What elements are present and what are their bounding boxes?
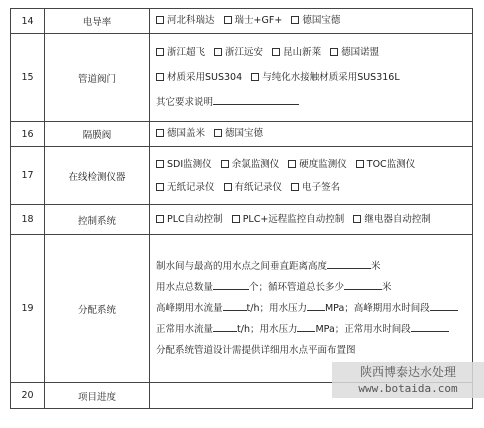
checkbox-icon[interactable] bbox=[156, 48, 164, 56]
row-name: 项目进度 bbox=[45, 383, 150, 409]
checkbox-icon[interactable] bbox=[224, 183, 232, 191]
points-count-field[interactable] bbox=[213, 280, 249, 290]
checkbox-icon[interactable] bbox=[221, 160, 229, 168]
checkbox-icon[interactable] bbox=[353, 215, 361, 223]
table-row bbox=[11, 9, 473, 34]
table-row bbox=[11, 205, 473, 235]
requirements-table bbox=[10, 8, 473, 409]
row-name: 在线检测仪器 bbox=[45, 147, 150, 205]
checkbox-icon[interactable] bbox=[156, 129, 164, 137]
checkbox-icon[interactable] bbox=[232, 215, 240, 223]
checkbox-icon[interactable] bbox=[330, 48, 338, 56]
options-cell: 制水间与最高的用水点之间垂直距离高度 米 用水点总数量 个；循环管道总长多少 米 高峰期用水流量 t/h；用水压力 MPa；高峰期用水时间段 正常用水流量 t/h；用水压力 MPa；正常用水时间段 分配系统管道设计需提供详细用水点平面布置图 bbox=[150, 235, 473, 383]
option[interactable]: 德国宝德 bbox=[214, 128, 263, 139]
checkbox-icon[interactable] bbox=[156, 16, 164, 24]
row-number: 19 bbox=[11, 235, 45, 383]
checkbox-icon[interactable] bbox=[214, 48, 222, 56]
checkbox-icon[interactable] bbox=[224, 16, 232, 24]
option[interactable]: 余氯监测仪 bbox=[221, 159, 280, 170]
row-number: 18 bbox=[11, 205, 45, 235]
option[interactable]: 河北科瑞达 bbox=[156, 15, 215, 26]
options-cell bbox=[150, 147, 473, 205]
option[interactable]: 继电器自动控制 bbox=[353, 214, 431, 225]
option[interactable]: 瑞士+GF+ bbox=[224, 15, 283, 26]
peak-flow-field[interactable] bbox=[223, 301, 247, 311]
option[interactable]: 无纸记录仪 bbox=[156, 182, 215, 193]
options-cell bbox=[150, 205, 473, 235]
row-name: 隔膜阀 bbox=[45, 122, 150, 147]
option[interactable]: 浙江超飞 bbox=[156, 47, 205, 58]
checkbox-icon[interactable] bbox=[291, 16, 299, 24]
watermark-url: www.botaida.com bbox=[358, 382, 458, 395]
options-cell bbox=[150, 34, 473, 122]
option[interactable]: 德国宝德 bbox=[291, 15, 340, 26]
option[interactable]: 电子签名 bbox=[291, 182, 340, 193]
checkbox-icon[interactable] bbox=[291, 183, 299, 191]
height-field[interactable] bbox=[327, 259, 371, 269]
options-cell bbox=[150, 9, 473, 34]
option[interactable]: 硬度监测仪 bbox=[288, 159, 347, 170]
checkbox-icon[interactable] bbox=[156, 183, 164, 191]
row-name: 分配系统 bbox=[45, 235, 150, 383]
option[interactable]: TOC监测仪 bbox=[356, 159, 415, 170]
option[interactable]: 德国诺盟 bbox=[330, 47, 379, 58]
checkbox-icon[interactable] bbox=[214, 129, 222, 137]
row-number: 16 bbox=[11, 122, 45, 147]
table-row bbox=[11, 147, 473, 205]
options-cell bbox=[150, 122, 473, 147]
normal-time-field[interactable] bbox=[411, 322, 449, 332]
row-number: 14 bbox=[11, 9, 45, 34]
pipe-length-field[interactable] bbox=[344, 280, 382, 290]
checkbox-icon[interactable] bbox=[288, 160, 296, 168]
peak-pressure-field[interactable] bbox=[307, 301, 325, 311]
checkbox-icon[interactable] bbox=[356, 160, 364, 168]
option[interactable]: 有纸记录仪 bbox=[224, 182, 283, 193]
option[interactable]: 与纯化水接触材质采用SUS316L bbox=[251, 72, 399, 83]
row-number: 17 bbox=[11, 147, 45, 205]
option[interactable]: PLC+远程监控自动控制 bbox=[232, 214, 345, 225]
option[interactable]: 材质采用SUS304 bbox=[156, 72, 242, 83]
checkbox-icon[interactable] bbox=[251, 73, 259, 81]
checkbox-icon[interactable] bbox=[272, 48, 280, 56]
checkbox-icon[interactable] bbox=[156, 215, 164, 223]
option[interactable]: 浙江远安 bbox=[214, 47, 263, 58]
checkbox-icon[interactable] bbox=[156, 73, 164, 81]
table-row bbox=[11, 235, 473, 383]
row-name: 管道阀门 bbox=[45, 34, 150, 122]
option[interactable]: SDI监测仪 bbox=[156, 159, 212, 170]
watermark bbox=[332, 362, 484, 398]
other-requirements-label: 其它要求说明 bbox=[156, 97, 214, 108]
option[interactable]: PLC自动控制 bbox=[156, 214, 223, 225]
normal-flow-field[interactable] bbox=[213, 322, 237, 332]
watermark-company: 陕西博泰达水处理 bbox=[359, 365, 456, 379]
table-row bbox=[11, 34, 473, 122]
row-name: 控制系统 bbox=[45, 205, 150, 235]
row-number: 20 bbox=[11, 383, 45, 409]
checkbox-icon[interactable] bbox=[156, 160, 164, 168]
table-row bbox=[11, 122, 473, 147]
option[interactable]: 德国盖米 bbox=[156, 128, 205, 139]
normal-pressure-field[interactable] bbox=[297, 322, 315, 332]
row-name: 电导率 bbox=[45, 9, 150, 34]
other-requirements-field[interactable] bbox=[213, 95, 299, 105]
option[interactable]: 昆山新莱 bbox=[272, 47, 321, 58]
row-number: 15 bbox=[11, 34, 45, 122]
peak-time-field[interactable] bbox=[430, 301, 458, 311]
